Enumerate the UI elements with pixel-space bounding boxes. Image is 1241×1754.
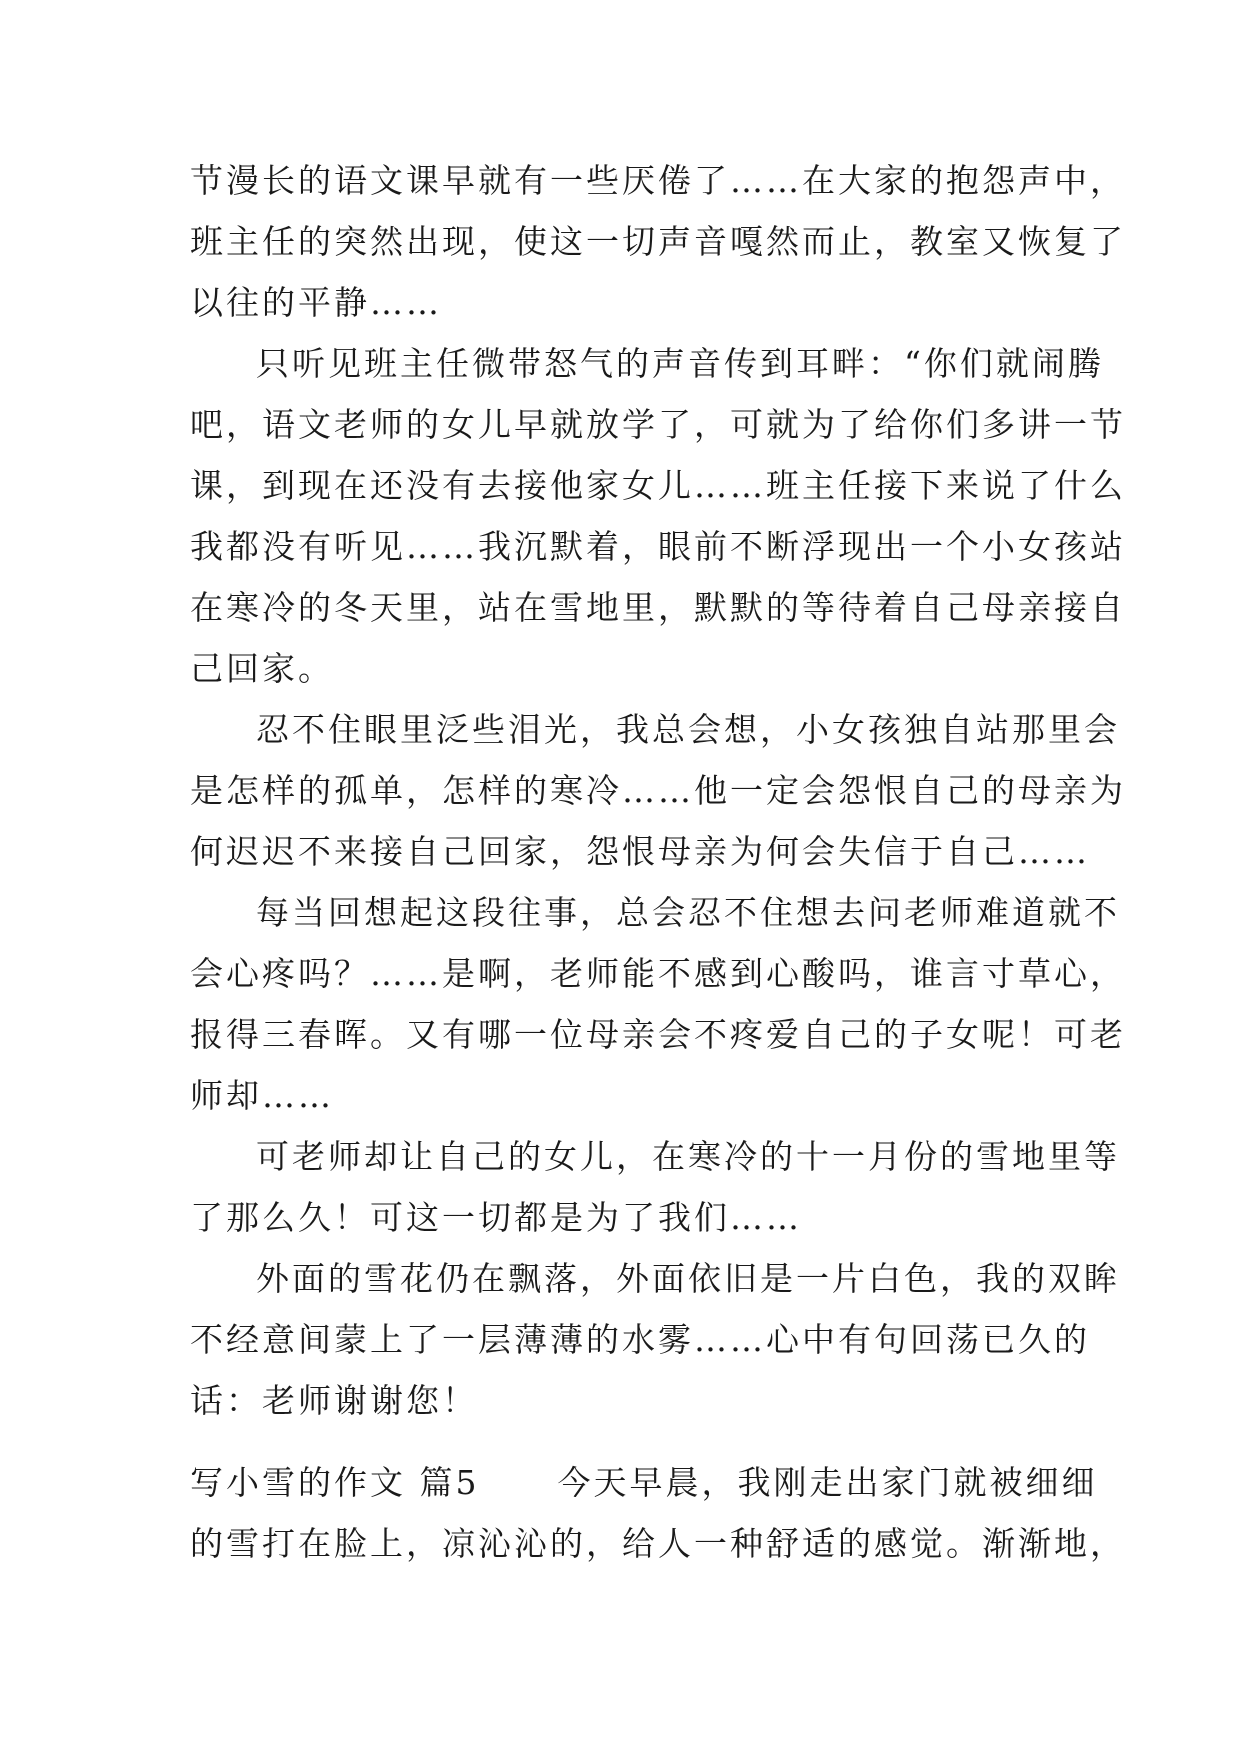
text-line: 以往的平静…… [190, 283, 442, 322]
text-line: 节漫长的语文课早就有一些厌倦了……在大家的抱怨声中， [190, 161, 1126, 200]
essay-body [190, 150, 1126, 1431]
section-heading: 写小雪的作文 篇5 [190, 1463, 480, 1502]
essay-section-5 [190, 1452, 1126, 1574]
paragraph-start-line: 外面的雪花仍在飘落，外面依旧是一片白色，我的双眸 [256, 1259, 1120, 1298]
text-line: 报得三春晖。又有哪一位母亲会不疼爱自己的子女呢！可老 [190, 1015, 1126, 1054]
text-line: 我都没有听见……我沉默着，眼前不断浮现出一个小女孩站 [190, 527, 1126, 566]
text-line: 吧，语文老师的女儿早就放学了，可就为了给你们多讲一节 [190, 405, 1126, 444]
text-line: 会心疼吗？……是啊，老师能不感到心酸吗，谁言寸草心， [190, 954, 1126, 993]
paragraph-start-line: 忍不住眼里泛些泪光，我总会想，小女孩独自站那里会 [256, 710, 1120, 749]
text-line: 不经意间蒙上了一层薄薄的水雾……心中有句回荡已久的 [190, 1320, 1090, 1359]
text-line: 课，到现在还没有去接他家女儿……班主任接下来说了什么 [190, 466, 1126, 505]
text-line: 话：老师谢谢您！ [190, 1381, 478, 1420]
text-line: 师却…… [190, 1076, 334, 1115]
text-line: 了那么久！可这一切都是为了我们…… [190, 1198, 802, 1237]
text-line: 的雪打在脸上，凉沁沁的，给人一种舒适的感觉。渐渐地， [190, 1524, 1126, 1563]
text-line: 是怎样的孤单，怎样的寒冷……他一定会怨恨自己的母亲为 [190, 771, 1126, 810]
paragraph-start-line: 可老师却让自己的女儿，在寒冷的十一月份的雪地里等 [256, 1137, 1120, 1176]
text-line: 己回家。 [190, 649, 334, 688]
paragraph-start-line: 只听见班主任微带怒气的声音传到耳畔：“你们就闹腾 [256, 344, 1104, 383]
section-heading-line [190, 1452, 1098, 1513]
text-line: 在寒冷的冬天里，站在雪地里，默默的等待着自己母亲接自 [190, 588, 1126, 627]
text-line: 班主任的突然出现，使这一切声音嘎然而止，教室又恢复了 [190, 222, 1126, 261]
section-first-line: 今天早晨，我刚走出家门就被细细 [557, 1463, 1098, 1502]
paragraph-start-line: 每当回想起这段往事，总会忍不住想去问老师难道就不 [256, 893, 1120, 932]
text-line: 何迟迟不来接自己回家，怨恨母亲为何会失信于自己…… [190, 832, 1090, 871]
